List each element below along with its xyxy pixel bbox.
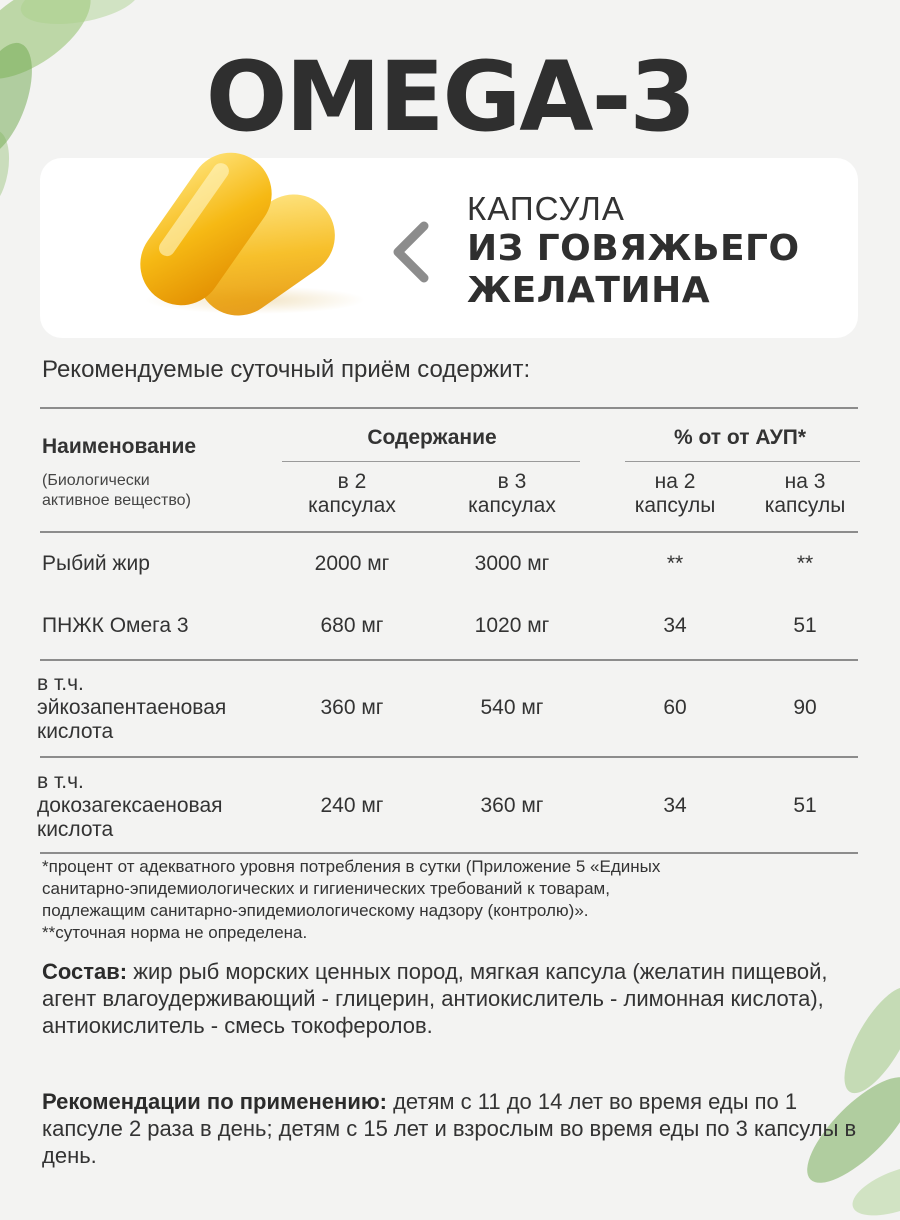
card-heading-line-2: ЖЕЛАТИНА [467, 270, 711, 311]
capsules-image [105, 140, 375, 320]
header-percent-rule [625, 461, 860, 462]
header-name-sub-1: (Биологически [42, 472, 150, 489]
row-2-name: ПНЖК Омега 3 [42, 614, 189, 637]
row-1-name: Рыбий жир [42, 552, 150, 575]
header-content-3-caps: в 3 капсулах [468, 470, 556, 517]
intro-text: Рекомендуемые суточный приём содержит: [42, 356, 531, 383]
composition-paragraph [42, 958, 862, 1039]
row-2-percent-2: 34 [663, 614, 687, 637]
footnote: *процент от адекватного уровня потребления в сутки (Приложение 5 «Единых санитарно-эпидемиологических и гигиенических требований к товарам, подлежащим санитарно-эпидемиологическому надзору (контролю)». **суточная норма не определена. [42, 857, 661, 942]
usage-text: детям с 11 до 14 лет во время еды по 1 капсуле 2 раза в день; детям с 15 лет и взрослым во время еды по 3 капсулы в день. [42, 1089, 857, 1168]
usage-label: Рекомендации по применению: [42, 1089, 387, 1114]
chevron-left-icon [388, 220, 436, 284]
row-3-name: в т.ч. эйкозапентаеновая кислота [37, 672, 227, 743]
row-2-content-2: 680 мг [320, 614, 384, 637]
composition-label: Состав: [42, 959, 128, 984]
row-4-content-2: 240 мг [320, 794, 384, 817]
header-percent: % от от АУП* [673, 426, 807, 449]
card-heading-line-1: ИЗ ГОВЯЖЬЕГО [467, 228, 800, 269]
table-top-rule [40, 407, 858, 409]
table-bottom-rule [40, 852, 858, 854]
row-1-content-2: 2000 мг [314, 552, 390, 575]
row-3-rule [40, 756, 858, 758]
header-percent-2-caps: на 2 капсулы [634, 470, 716, 517]
row-4-percent-3: 51 [793, 794, 817, 817]
row-1-content-3: 3000 мг [474, 552, 550, 575]
card-label: КАПСУЛА [467, 190, 625, 227]
row-3-percent-2: 60 [663, 696, 687, 719]
page-title: OMEGA-3 [205, 41, 695, 153]
row-3-content-2: 360 мг [320, 696, 384, 719]
row-2-content-3: 1020 мг [474, 614, 550, 637]
row-4-name: в т.ч. докозагексаеновая кислота [37, 770, 223, 841]
table-header-rule [40, 531, 858, 533]
row-3-content-3: 540 мг [480, 696, 544, 719]
header-name-sub-2: активное вещество) [42, 492, 191, 509]
row-1-percent-3: ** [796, 552, 814, 575]
header-content-2-caps: в 2 капсулах [308, 470, 396, 517]
row-4-percent-2: 34 [663, 794, 687, 817]
header-name: Наименование [42, 435, 197, 458]
composition-text: жир рыб морских ценных пород, мягкая капсула (желатин пищевой, агент влагоудерживающий - глицерин, антиокислитель - лимонная кислота), антиокислитель - смесь токоферолов. [42, 959, 828, 1038]
row-2-percent-3: 51 [793, 614, 817, 637]
header-content: Содержание [367, 426, 497, 449]
row-1-percent-2: ** [666, 552, 684, 575]
row-2-rule [40, 659, 858, 661]
row-3-percent-3: 90 [793, 696, 817, 719]
header-percent-3-caps: на 3 капсулы [764, 470, 846, 517]
usage-paragraph [42, 1088, 862, 1169]
row-4-content-3: 360 мг [480, 794, 544, 817]
header-content-rule [282, 461, 580, 462]
